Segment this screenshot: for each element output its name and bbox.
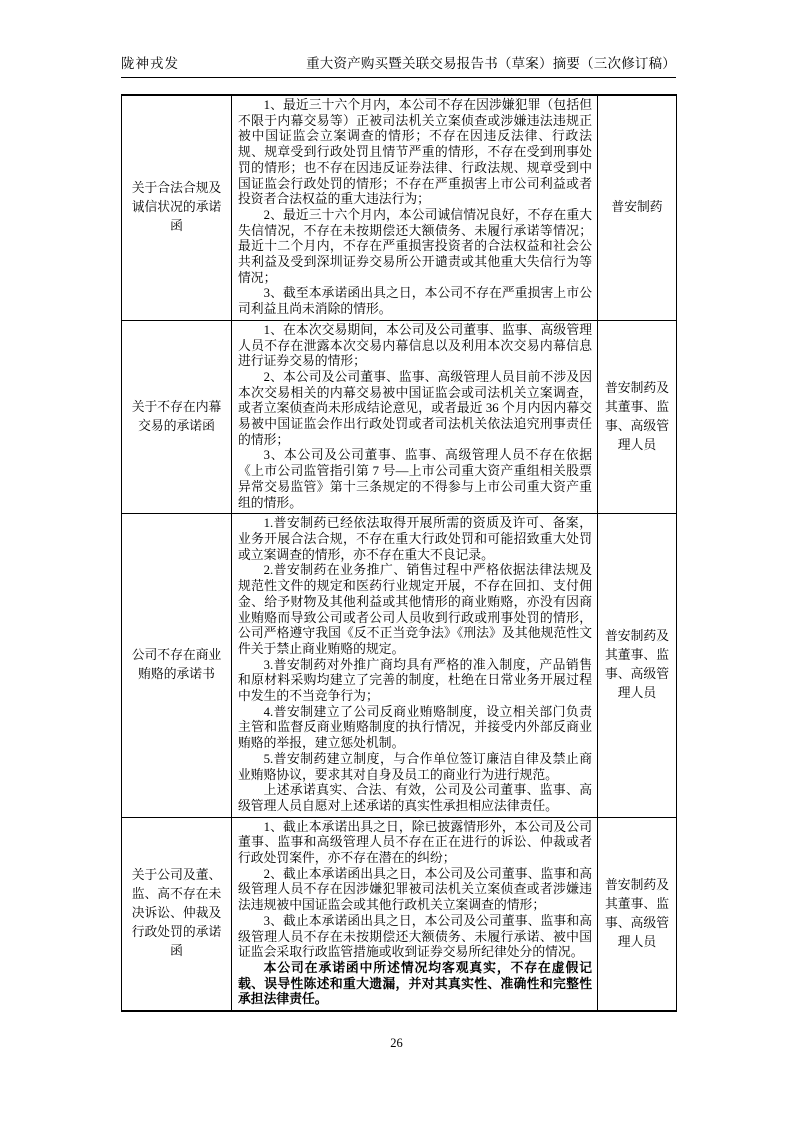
table-row — [122, 514, 677, 817]
commitment-paragraph: 1、截止本承诺出具之日，除已披露情形外，本公司及公司董事、监事和高级管理人员不存在正在进行的诉讼、仲裁或者行政处罚案件，亦不存在潜在的纠纷； — [238, 819, 592, 866]
commitment-paragraph: 2、最近三十六个月内，本公司诚信情况良好，不存在重大失信情况，不存在未按期偿还大额债务、未履行承诺等情况；最近十二个月内，不存在严重损害投资者的合法权益和社会公共利益及受到深圳证券交易所公开谴责或其他重大失信行为等情况； — [238, 207, 592, 285]
commitment-paragraph: 3、截止本承诺函出具之日，本公司及公司董事、监事和高级管理人员不存在未按期偿还大额债务、未履行承诺、被中国证监会采取行政监管措施或收到证券交易所纪律处分的情况。 — [238, 913, 592, 960]
commitment-party-cell: 普安制药及其董事、监事、高级管理人员 — [598, 817, 677, 1011]
commitment-paragraph: 5.普安制药建立制度，与合作单位签订廉洁自律及禁止商业贿赂协议，要求其对自身及员工的商业行为进行规范。 — [238, 751, 592, 782]
commitment-paragraph: 上述承诺真实、合法、有效，公司及公司董事、监事、高级管理人员自愿对上述承诺的真实性承担相应法律责任。 — [238, 783, 592, 813]
commitment-paragraph: 3、截至本承诺函出具之日，本公司不存在严重损害上市公司利益且尚未消除的情形。 — [238, 286, 592, 317]
commitment-paragraph: 3.普安制药对外推广商均具有严格的准入制度，产品销售和原材料采购均建立了完善的制度，杜绝在日常业务开展过程中发生的不当竞争行为； — [238, 657, 592, 704]
header-company-name: 陇神戎发 — [121, 56, 179, 71]
commitment-content-cell — [232, 320, 598, 513]
commitment-paragraph: 3、本公司及公司董事、监事、高级管理人员不存在依据《上市公司监管指引第 7 号—上市公司重大资产重组相关股票异常交易监管》第十三条规定的不得参与上市公司重大资产重组的情形。 — [238, 448, 592, 510]
commitments-table — [121, 94, 677, 1012]
commitment-paragraph: 2、截止本承诺函出具之日，本公司及公司董事、监事和高级管理人员不存在因涉嫌犯罪被司法机关立案侦查或者涉嫌违法违规被中国证监会或其他行政机关立案调查的情形； — [238, 866, 592, 913]
commitment-content-cell — [232, 817, 598, 1011]
commitment-paragraph: 1、最近三十六个月内，本公司不存在因涉嫌犯罪（包括但不限于内幕交易等）正被司法机关立案侦查或涉嫌违法违规正被中国证监会立案调查的情形；不存在因违反法律、行政法规、规章受到行政处罚且情节严重的情形，不存在受到刑事处罚的情形；也不存在因违反证券法律、行政法规、规章受到中国证监会行政处罚的情形；不存在严重损害上市公司利益或者投资者合法权益的重大违法行为； — [238, 98, 592, 207]
commitment-title-cell: 关于不存在内幕交易的承诺函 — [122, 320, 232, 513]
page-number: 26 — [390, 1036, 403, 1050]
commitment-paragraph: 2、本公司及公司董事、监事、高级管理人员目前不涉及因本次交易相关的内幕交易被中国证监会或司法机关立案调查，或者立案侦查尚未形成结论意见，或者最近 36 个月内因内幕交易被中国证监会作出行政处罚或者司法机关依法追究刑事责任的情形； — [238, 369, 592, 447]
page-header — [121, 52, 676, 78]
commitment-paragraph: 2.普安制药在业务推广、销售过程中严格依据法律法规及规范性文件的规定和医药行业规定开展，不存在回扣、支付佣金、给予财物及其他利益或其他情形的商业贿赂，亦没有因商业贿赂而导致公司或者公司人员收到行政或刑事处罚的情形，公司严格遵守我国《反不正当竞争法》《刑法》及其他规范性文件关于禁止商业贿赂的规定。 — [238, 563, 592, 656]
table-row — [122, 320, 677, 513]
commitment-party-cell: 普安制药及其董事、监事、高级管理人员 — [598, 320, 677, 513]
commitment-title-cell: 关于公司及董、监、高不存在未决诉讼、仲裁及行政处罚的承诺函 — [122, 817, 232, 1011]
commitment-party-cell: 普安制药 — [598, 95, 677, 320]
commitment-title-cell: 关于合法合规及诚信状况的承诺函 — [122, 95, 232, 320]
commitment-paragraph: 1、在本次交易期间，本公司及公司董事、监事、高级管理人员不存在泄露本次交易内幕信息以及利用本次交易内幕信息进行证券交易的情形； — [238, 322, 592, 369]
commitment-party-cell: 普安制药及其董事、监事、高级管理人员 — [598, 514, 677, 817]
table-row — [122, 817, 677, 1011]
commitment-paragraph: 本公司在承诺函中所述情况均客观真实，不存在虚假记载、误导性陈述和重大遗漏，并对其真实性、准确性和完整性承担法律责任。 — [238, 960, 592, 1007]
header-report-title: 重大资产购买暨关联交易报告书（草案）摘要（三次修订稿） — [306, 56, 676, 71]
commitment-content-cell — [232, 95, 598, 320]
commitment-paragraph: 4.普安制建立了公司反商业贿赂制度，设立相关部门负责主管和监督反商业贿赂制度的执行情况，并接受内外部反商业贿赂的举报，建立惩处机制。 — [238, 704, 592, 751]
commitment-paragraph: 1.普安制药已经依法取得开展所需的资质及许可、备案，业务开展合法合规，不存在重大行政处罚和可能招致重大处罚或立案调查的情形，亦不存在重大不良记录。 — [238, 516, 592, 562]
commitment-content-cell — [232, 514, 598, 817]
table-row — [122, 95, 677, 320]
commitment-title-cell: 公司不存在商业贿赂的承诺书 — [122, 514, 232, 817]
